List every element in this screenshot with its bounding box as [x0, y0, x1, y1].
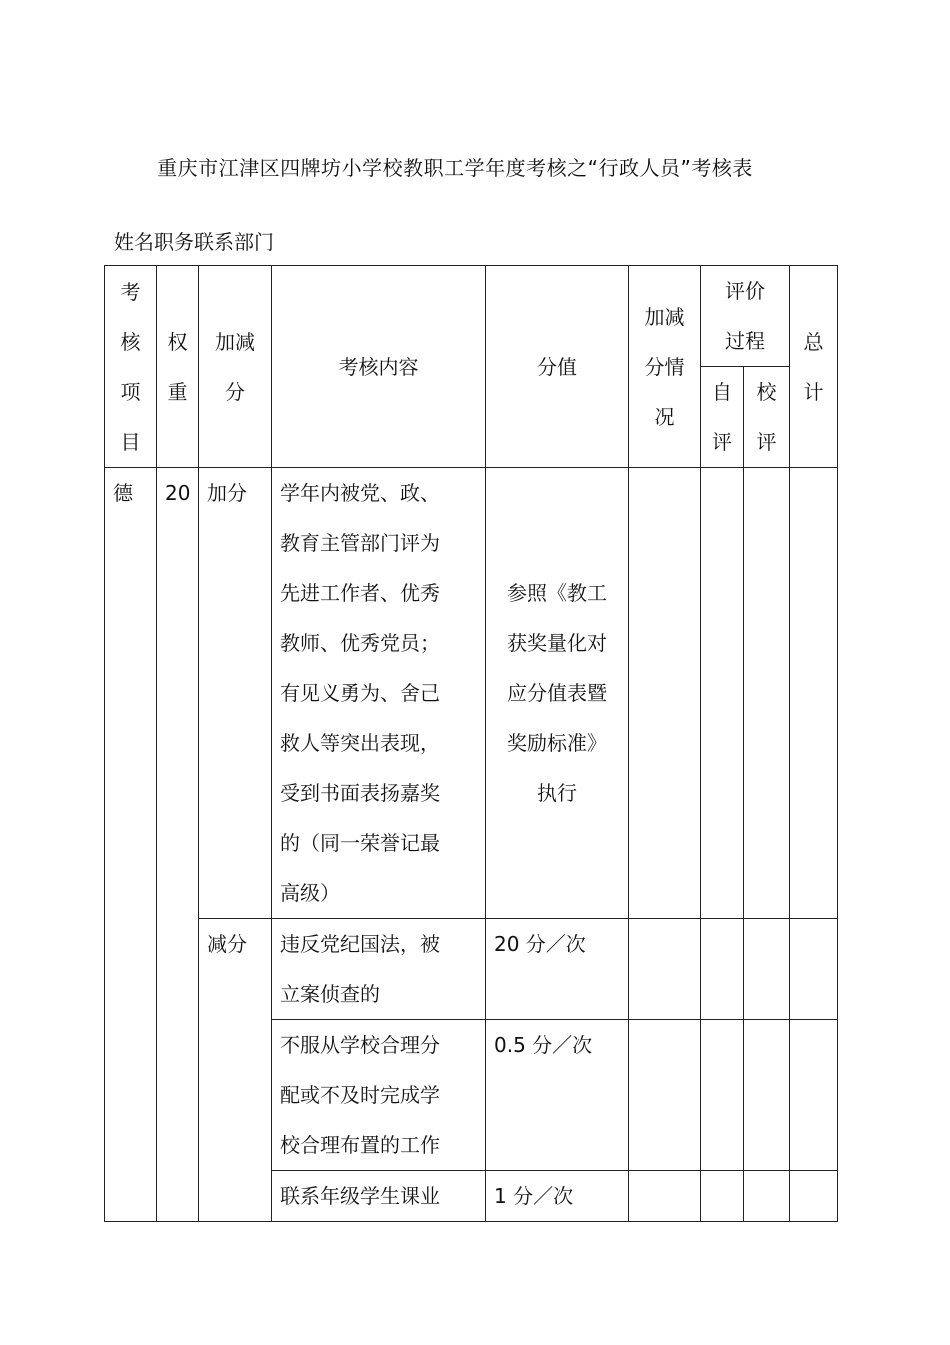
sub1-score-cell: 20 分／次 [486, 919, 629, 1020]
sub3-content-cell: 联系年级学生课业 [272, 1171, 486, 1222]
header-item: 考 核 项 目 [105, 266, 157, 468]
sub1-adjust-cell [629, 919, 701, 1020]
sub2-adjust-cell [629, 1020, 701, 1171]
add-row [105, 468, 838, 919]
add-score-cell: 参照《教工 获奖量化对 应分值表暨 奖励标准》 执行 [486, 468, 629, 919]
sub2-score-cell: 0.5 分／次 [486, 1020, 629, 1171]
header-weight: 权 重 [157, 266, 199, 468]
document-title: 重庆市江津区四牌坊小学校教职工学年度考核之“行政人员”考核表 [157, 156, 753, 180]
info-line: 姓名职务联系部门 [114, 230, 274, 254]
header-row-1 [105, 266, 838, 367]
header-bonus-type: 加减 分 [199, 266, 272, 468]
sub1-content-cell: 违反党纪国法，被 立案侦查的 [272, 919, 486, 1020]
assessment-table [104, 265, 838, 1222]
sub2-total-cell [790, 1020, 838, 1171]
add-adjust-cell [629, 468, 701, 919]
header-school-eval: 校 评 [744, 367, 790, 468]
sub3-score-cell: 1 分／次 [486, 1171, 629, 1222]
sub-label-cell: 减分 [199, 919, 272, 1222]
sub2-content-cell: 不服从学校合理分 配或不及时完成学 校合理布置的工作 [272, 1020, 486, 1171]
add-self-eval-cell [701, 468, 744, 919]
item-cell: 德 [105, 468, 157, 1222]
sub3-total-cell [790, 1171, 838, 1222]
sub2-self-eval-cell [701, 1020, 744, 1171]
sub1-total-cell [790, 919, 838, 1020]
add-label-cell: 加分 [199, 468, 272, 919]
sub3-adjust-cell [629, 1171, 701, 1222]
header-score: 分值 [486, 266, 629, 468]
header-content: 考核内容 [272, 266, 486, 468]
sub-row-1 [105, 919, 838, 1020]
header-self-eval: 自 评 [701, 367, 744, 468]
sub1-school-eval-cell [744, 919, 790, 1020]
header-evaluation: 评价 过程 [701, 266, 790, 367]
add-content-cell: 学年内被党、政、 教育主管部门评为 先进工作者、优秀 教师、优秀党员； 有见义勇为、舍己 救人等突出表现， 受到书面表扬嘉奖 的（同一荣誉记最 高级） [272, 468, 486, 919]
sub1-self-eval-cell [701, 919, 744, 1020]
add-school-eval-cell [744, 468, 790, 919]
header-total: 总 计 [790, 266, 838, 468]
sub3-self-eval-cell [701, 1171, 744, 1222]
add-total-cell [790, 468, 838, 919]
weight-cell: 20 [157, 468, 199, 1222]
sub2-school-eval-cell [744, 1020, 790, 1171]
sub3-school-eval-cell [744, 1171, 790, 1222]
header-adjust: 加减 分情 况 [629, 266, 701, 468]
